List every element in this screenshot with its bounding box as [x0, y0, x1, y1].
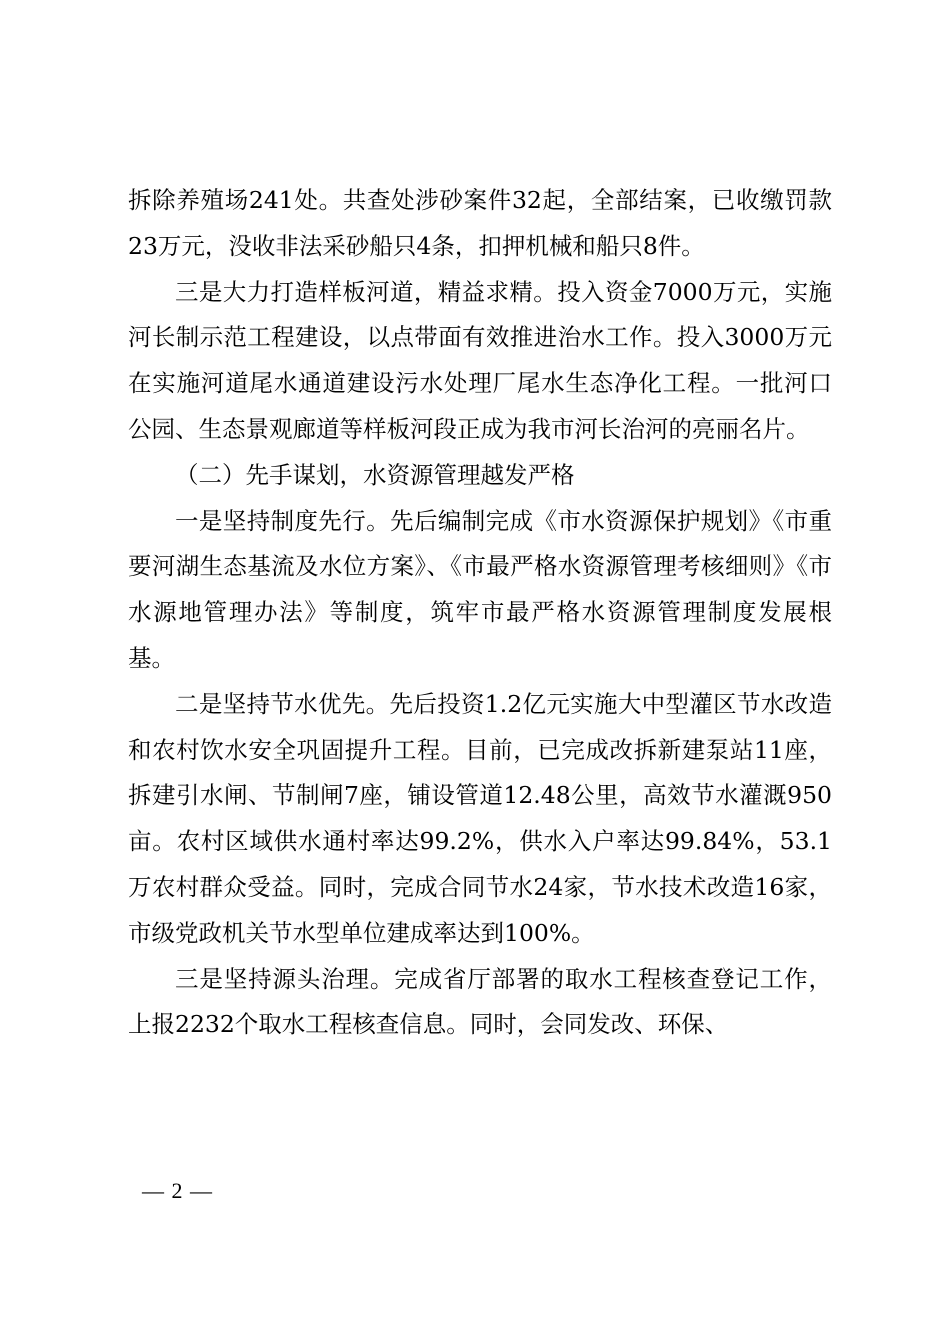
page-number: — 2 —	[142, 1178, 213, 1203]
paragraph-regulations: 一是坚持制度先行。先后编制完成《市水资源保护规划》《市重要河湖生态基流及水位方案》、《市最严格水资源管理考核细则》《市水源地管理办法》等制度，筑牢市最严格水资源管理制度发展根基。	[128, 506, 832, 672]
paragraph-model-river: 三是大力打造样板河道，精益求精。投入资金7000万元，实施河长制示范工程建设，以点带面有效推进治水工作。投入3000万元在实施河道尾水通道建设污水处理厂尾水生态净化工程。一批河口公园、生态景观廊道等样板河段正成为我市河长治河的亮丽名片。	[128, 277, 832, 443]
paragraph-source-governance: 三是坚持源头治理。完成省厅部署的取水工程核查登记工作，上报2232个取水工程核查信息。同时，会同发改、环保、	[128, 964, 832, 1039]
document-body	[128, 178, 832, 1048]
paragraph-continuation: 拆除养殖场241处。共查处涉砂案件32起，全部结案，已收缴罚款23万元，没收非法采砂船只4条，扣押机械和船只8件。	[128, 186, 832, 260]
paragraph-water-saving: 二是坚持节水优先。先后投资1.2亿元实施大中型灌区节水改造和农村饮水安全巩固提升工程。目前，已完成改拆新建泵站11座，拆建引水闸、节制闸7座，铺设管道12.48公里，高效节水灌溉950亩。农村区域供水通村率达99.2%，供水入户率达99.84%，53.1万农村群众受益。同时，完成合同节水24家，节水技术改造16家，市级党政机关节水型单位建成率达到100%。	[128, 689, 832, 947]
section-heading: （二）先手谋划，水资源管理越发严格	[175, 460, 575, 489]
